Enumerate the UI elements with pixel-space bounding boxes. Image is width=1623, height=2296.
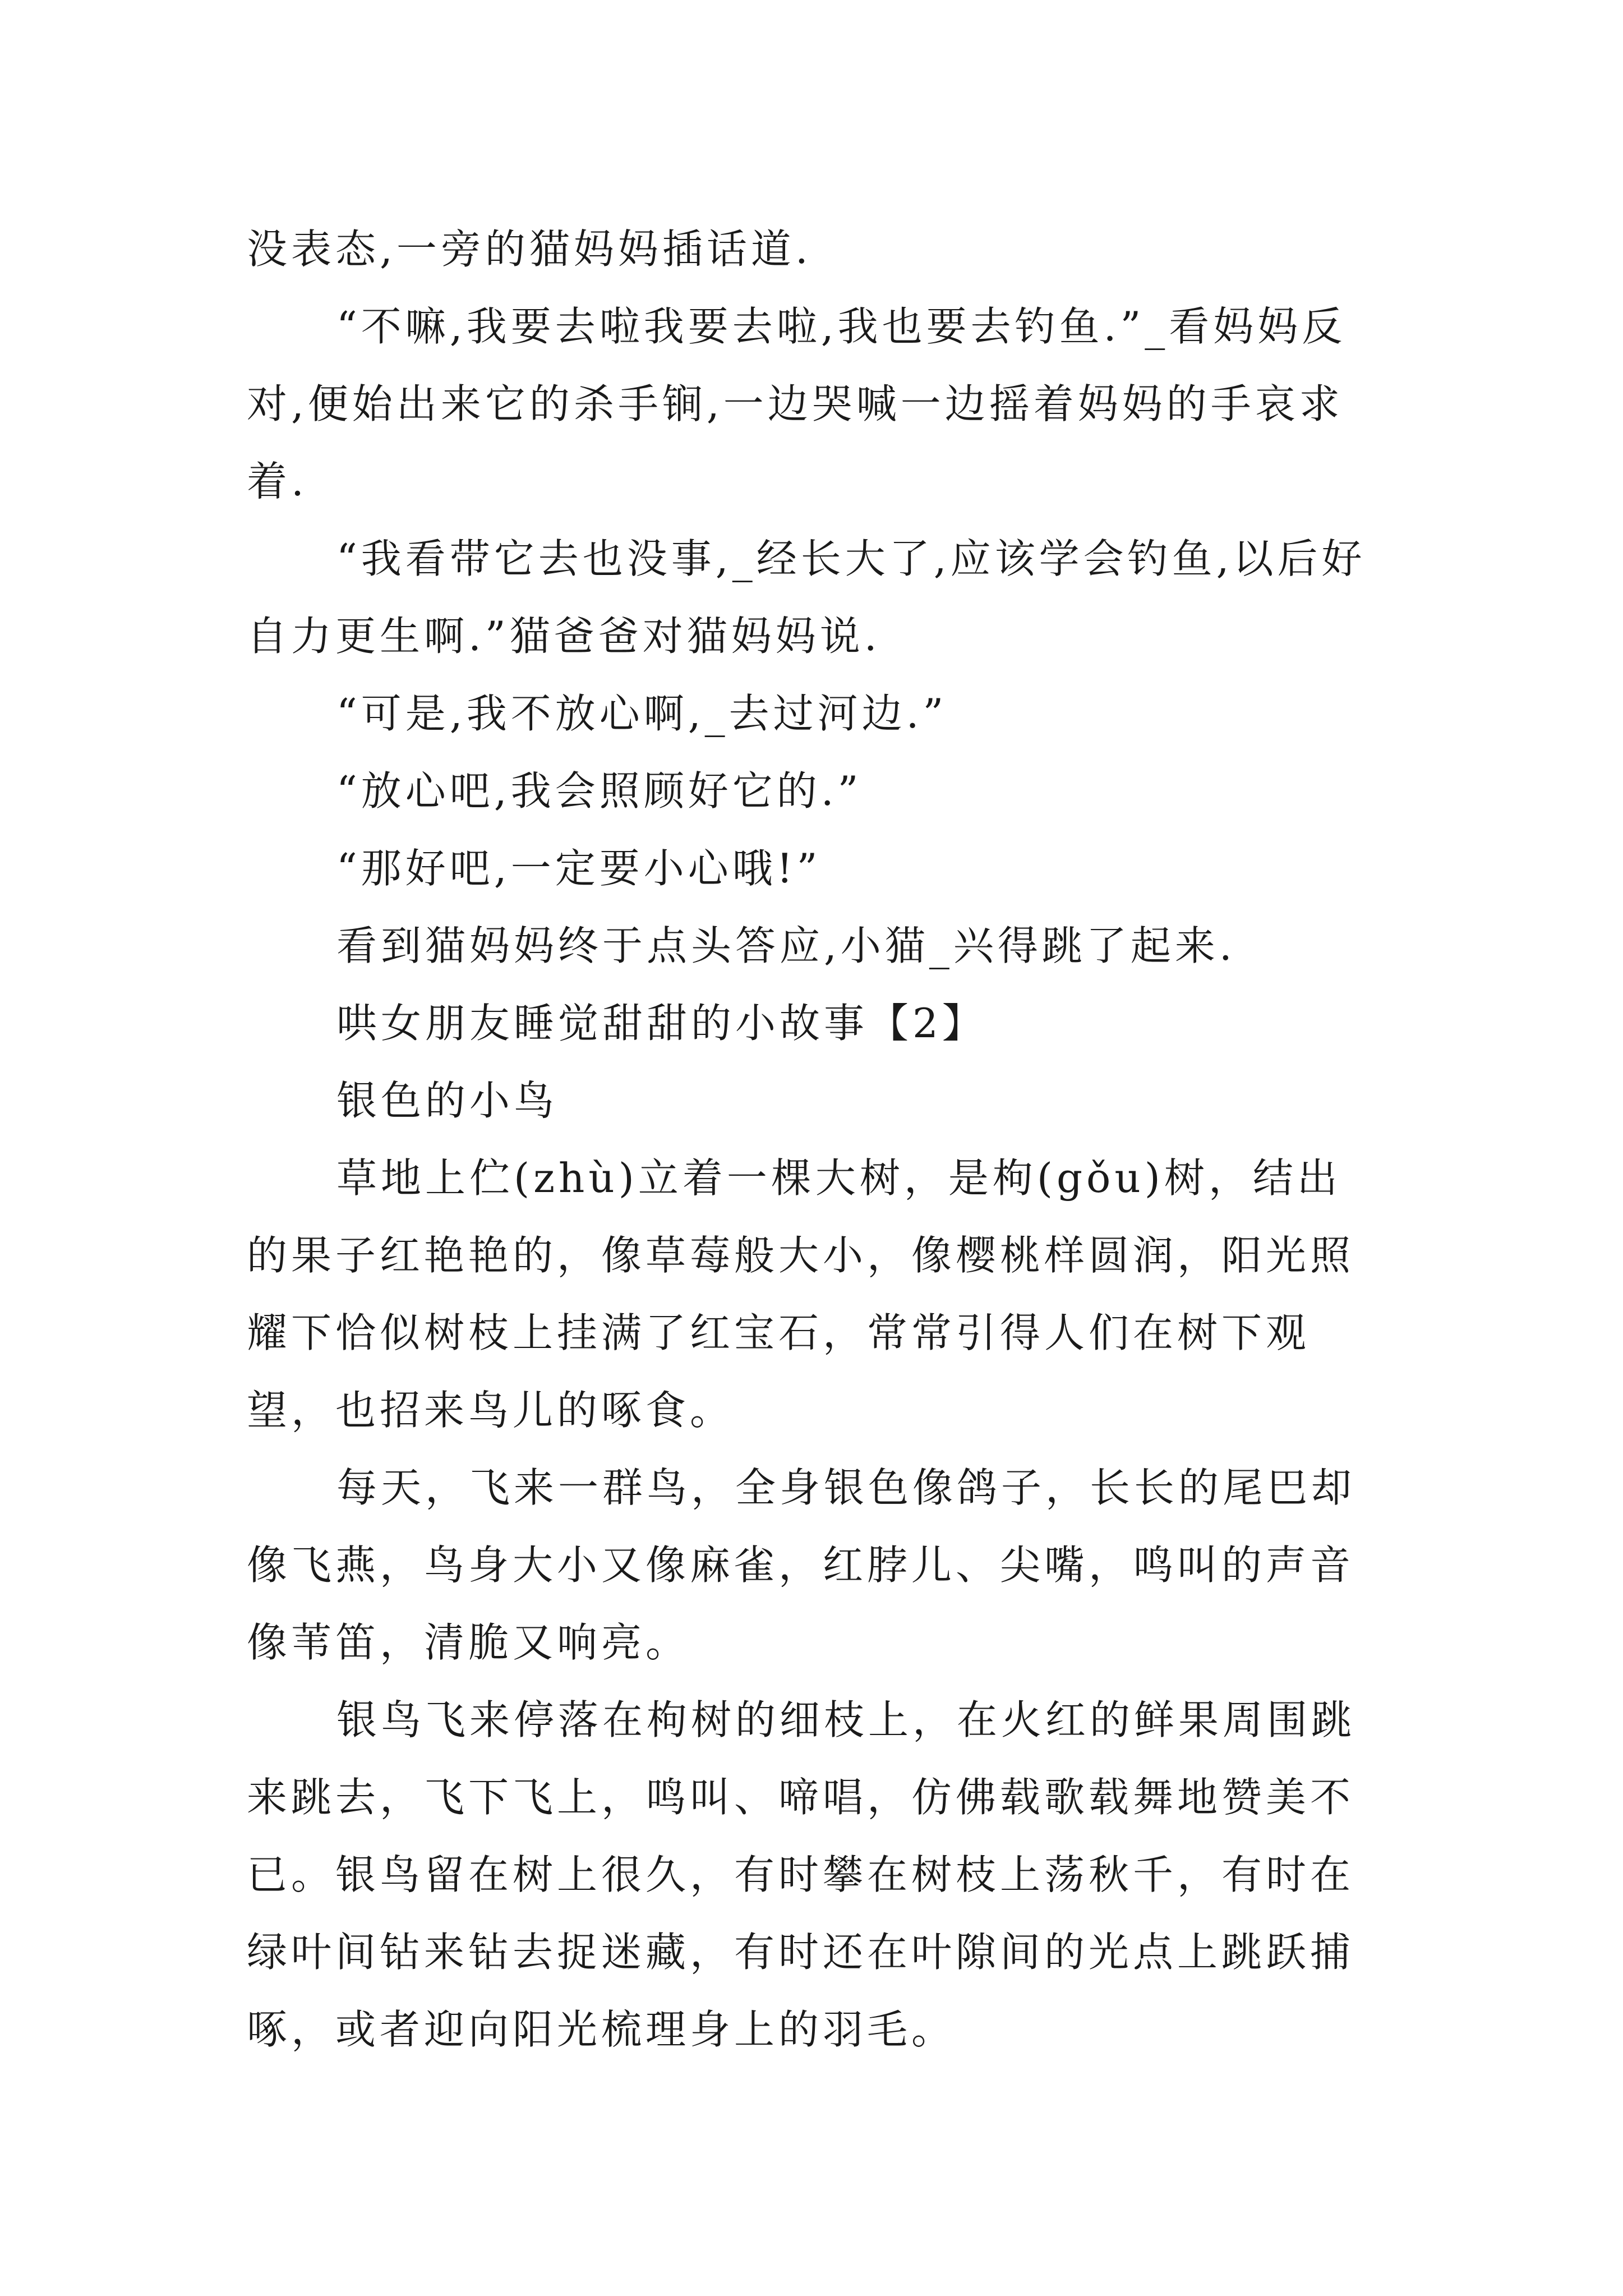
paragraph-kitten-jumps: 看到猫妈妈终于点头答应,小猫_兴得跳了起来. [336, 922, 1236, 969]
paragraph-silver-birds: 银鸟飞来停落在枸树的细枝上，在火红的鲜果周围跳来跳去，飞下飞上，鸣叫、啼唱，仿佛载歌载舞地赞美不已。银鸟留在树上很久，有时攀在树枝上荡秋千，有时在绿叶间钻来钻去捉迷藏，有时还在叶隙间的光点上跳跃捕啄，或者迎向阳光梳理身上的羽毛。 [247, 1696, 1356, 2053]
paragraph-father-reply: “我看带它去也没事,_经长大了,应该学会钓鱼,以后好自力更生啊.”猫爸爸对猫妈妈说. [247, 535, 1366, 660]
paragraph-mother-worry: “可是,我不放心啊,_去过河边.” [336, 690, 948, 737]
paragraph-tree: 草地上伫(zhù)立着一棵大树，是枸(gǒu)树，结出的果子红艳艳的，像草莓般大小，像樱桃样圆润，阳光照耀下恰似树枝上挂满了红宝石，常常引得人们在树下观望，也招来鸟儿的啄食。 [247, 1154, 1355, 1434]
section-heading: 哄女朋友睡觉甜甜的小故事【2】 [336, 1000, 986, 1047]
story-title: 银色的小鸟 [336, 1077, 559, 1124]
paragraph-continuation: 没表态,一旁的猫妈妈插话道. [247, 226, 812, 273]
paragraph-mother-agree: “那好吧,一定要小心哦!” [336, 845, 822, 892]
paragraph-birds: 每天，飞来一群鸟，全身银色像鸽子，长长的尾巴却像飞燕，鸟身大小又像麻雀，红脖儿、尖嘴，鸣叫的声音像苇笛，清脆又响亮。 [247, 1464, 1356, 1666]
paragraph-father-assure: “放心吧,我会照顾好它的.” [336, 767, 863, 815]
paragraph-kitten-plea: “不嘛,我要去啦我要去啦,我也要去钓鱼.”_看妈妈反对,便始出来它的杀手锏,一边哭喊一边摇着妈妈的手哀求着. [247, 303, 1347, 505]
